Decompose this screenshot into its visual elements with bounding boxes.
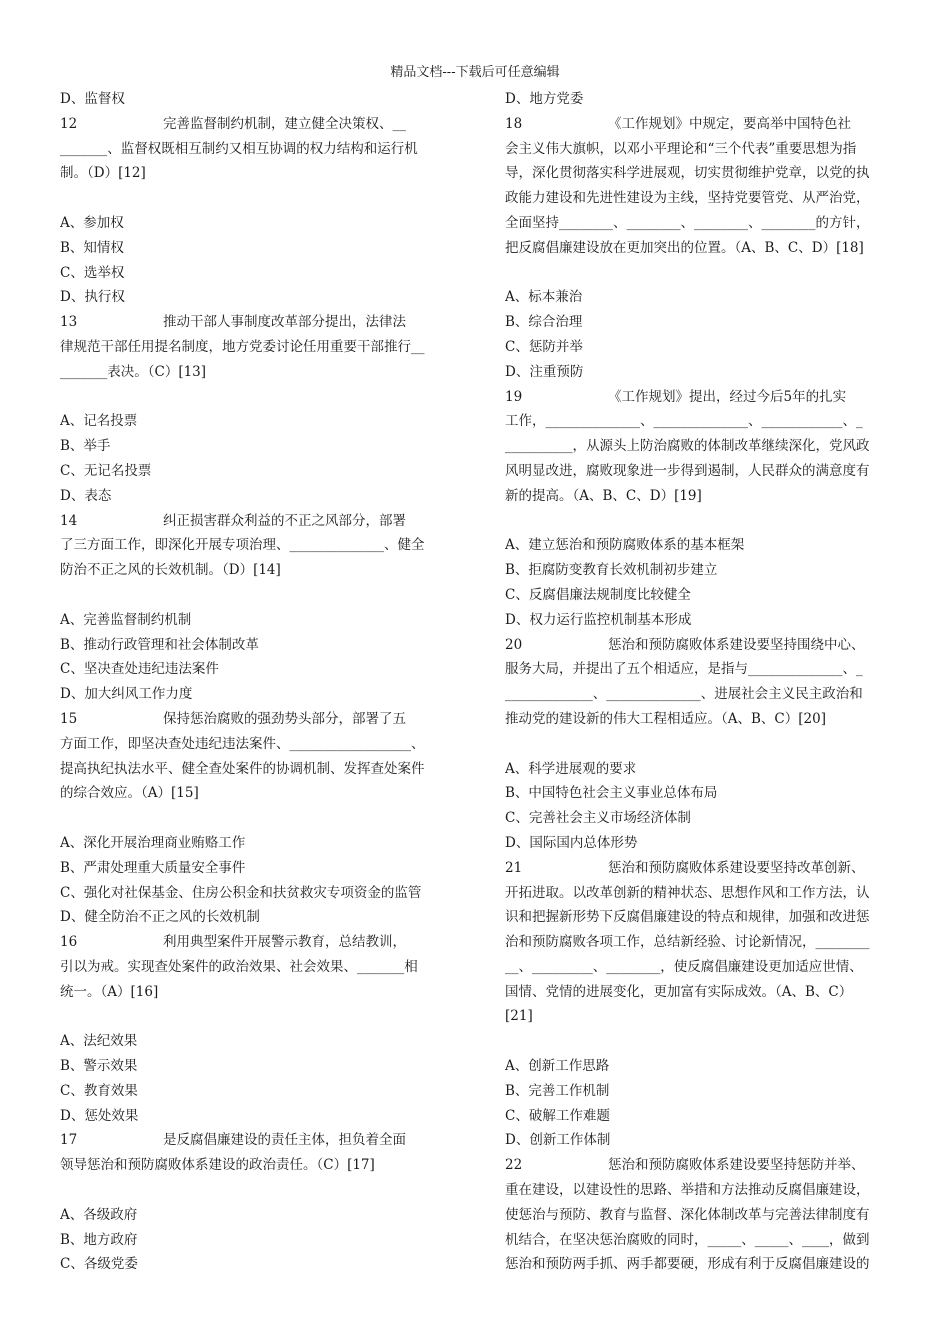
text-line: C、选举权 (60, 264, 125, 281)
text-line: A、各级政府 (60, 1206, 138, 1223)
text-line: A、参加权 (60, 214, 124, 231)
text-line: B、警示效果 (60, 1058, 138, 1075)
text-line: _______表决。（C）[13] (60, 363, 207, 380)
text-line: D、执行权 (60, 289, 125, 306)
text-line: 制。（D）[12] (60, 165, 146, 182)
text-line: B、地方政府 (60, 1231, 138, 1248)
text-line: __、_________、________，使反腐倡廉建设更加适应世情、 (505, 958, 863, 975)
text-line: 了三方面工作，即深化开展专项治理、______________、健全 (60, 537, 425, 554)
text-line: B、中国特色社会主义事业总体布局 (505, 785, 718, 802)
text-line: 统一。（A）[16] (60, 983, 159, 1000)
text-line (505, 732, 895, 757)
text-line: 使惩治与预防、教育与监督、深化体制改革与完善法律制度有 (505, 1206, 870, 1223)
text-line: D、加大纠风工作力度 (60, 686, 193, 703)
text-line: 21 惩治和预防腐败体系建设要坚持改革创新、 (505, 859, 865, 876)
text-line: C、惩防并举 (505, 338, 583, 355)
text-line (60, 385, 448, 410)
text-line: C、坚决查处违纪违法案件 (60, 661, 219, 678)
text-line (60, 1178, 448, 1203)
text-line (505, 261, 895, 286)
page-header: 精品文档---下载后可任意编辑 (390, 65, 560, 80)
text-line: A、法纪效果 (60, 1033, 138, 1050)
text-line: 识和把握新形势下反腐倡廉建设的特点和规律，加强和改进惩 (505, 909, 870, 926)
text-line: _______、监督权既相互制约又相互协调的权力结构和运行机 (60, 140, 418, 157)
text-line: 政能力建设和先进性建设为主线，坚持党要管党、从严治党， (505, 190, 870, 207)
text-line: C、强化对社保基金、住房公积金和扶贫救灾专项资金的监管 (60, 884, 422, 901)
text-line: 13 推动干部人事制度改革部分提出，法律法 (60, 314, 407, 331)
text-line: C、各级党委 (60, 1256, 138, 1273)
text-line: 风明显改进，腐败现象进一步得到遏制，人民群众的满意度有 (505, 462, 870, 479)
text-line: 惩治和预防两手抓、两手都要硬，形成有利于反腐倡廉建设的 (505, 1256, 870, 1273)
text-line: B、推动行政管理和社会体制改革 (60, 636, 259, 653)
text-line: A、创新工作思路 (505, 1058, 610, 1075)
text-line: 律规范干部任用提名制度，地方党委讨论任用重要干部推行__ (60, 338, 425, 355)
text-line: B、拒腐防变教育长效机制初步建立 (505, 562, 718, 579)
text-line: 导，深化贯彻落实科学进展观，切实贯彻维护党章，以党的执 (505, 165, 870, 182)
text-line: C、反腐倡廉法规制度比较健全 (505, 586, 691, 603)
text-line: 服务大局，并提出了五个相适应，是指与______________、_ (505, 661, 863, 678)
text-line: D、表态 (60, 487, 112, 504)
text-line: D、地方党委 (505, 91, 584, 107)
right-column (505, 87, 895, 1277)
text-line: 开拓进取。以改革创新的精神状态、思想作风和工作方法，认 (505, 884, 870, 901)
text-line: 12 完善监督制约机制，建立健全决策权、__ (60, 115, 407, 132)
text-line: 18 《工作规划》中规定，要高举中国特色社 (505, 115, 852, 132)
text-line: 14 纠正损害群众利益的不正之风部分，部署 (60, 512, 407, 529)
text-line: C、无记名投票 (60, 462, 152, 479)
text-line: 工作，______________、______________、____________、_ (505, 413, 863, 430)
text-line: D、惩处效果 (60, 1107, 139, 1124)
text-line: A、记名投票 (60, 413, 138, 430)
text-line: A、深化开展治理商业贿赂工作 (60, 834, 246, 851)
text-line: 机结合，在坚决惩治腐败的同时，_____、_____、____，做到 (505, 1231, 870, 1248)
text-line: 把反腐倡廉建设放在更加突出的位置。（A、B、C、D）[18] (505, 239, 864, 256)
text-line: 提高执纪执法水平、健全查处案件的协调机制、发挥查处案件 (60, 760, 425, 777)
text-line (505, 1029, 895, 1054)
text-line: __________，从源头上防治腐败的体制改革继续深化，党风政 (505, 438, 870, 455)
left-column (60, 87, 448, 1277)
text-line: 领导惩治和预防腐败体系建设的政治责任。（C）[17] (60, 1157, 375, 1174)
text-line: C、破解工作难题 (505, 1107, 610, 1124)
text-line: B、举手 (60, 438, 111, 455)
text-line (505, 509, 895, 534)
text-line: A、标本兼治 (505, 289, 583, 306)
text-line: 重在建设，以建设性的思路、举措和方法推动反腐倡廉建设， (505, 1182, 870, 1199)
text-line: C、完善社会主义市场经济体制 (505, 810, 691, 827)
text-line: B、知情权 (60, 239, 124, 256)
text-line (60, 186, 448, 211)
text-line: A、科学进展观的要求 (505, 760, 637, 777)
text-line: 的综合效应。（A）[15] (60, 785, 199, 802)
text-line: 16 利用典型案件开展警示教育，总结教训， (60, 934, 407, 951)
text-line: 国情、党情的进展变化，更加富有实际成效。（A、B、C） (505, 983, 853, 1000)
text-line: 17 是反腐倡廉建设的责任主体，担负着全面 (60, 1132, 407, 1149)
text-line: D、健全防治不正之风的长效机制 (60, 909, 260, 926)
text-line: D、权力运行监控机制基本形成 (505, 611, 692, 628)
text-line: A、完善监督制约机制 (60, 611, 192, 628)
text-line: 19 《工作规划》提出，经过今后5年的扎实 (505, 388, 847, 405)
text-line: B、综合治理 (505, 314, 583, 331)
text-line: D、监督权 (60, 91, 125, 107)
text-line: D、国际国内总体形势 (505, 834, 638, 851)
text-line: B、严肃处理重大质量安全事件 (60, 859, 246, 876)
text-line: 防治不正之风的长效机制。（D）[14] (60, 562, 281, 579)
text-line: D、注重预防 (505, 363, 584, 380)
text-line: C、教育效果 (60, 1082, 138, 1099)
text-line: 方面工作，即坚决查处违纪违法案件、__________________、 (60, 735, 425, 752)
text-line: 会主义伟大旗帜，以邓小平理论和“三个代表”重要思想为指 (505, 140, 857, 157)
text-line: 22 惩治和预防腐败体系建设要坚持惩防并举、 (505, 1157, 865, 1174)
text-line: 治和预防腐败各项工作，总结新经验、讨论新情况，________ (505, 934, 870, 951)
text-line (60, 1004, 448, 1029)
text-line: 15 保持惩治腐败的强劲势头部分，部署了五 (60, 710, 407, 727)
text-line: [21] (505, 1008, 533, 1025)
text-line: A、建立惩治和预防腐败体系的基本框架 (505, 537, 745, 554)
text-line (60, 806, 448, 831)
text-line: 新的提高。（A、B、C、D）[19] (505, 487, 702, 504)
text-line (60, 583, 448, 608)
text-line: 全面坚持________、________、________、________的方针， (505, 214, 870, 231)
text-line: 推动党的建设新的伟大工程相适应。（A、B、C）[20] (505, 710, 826, 727)
text-line: B、完善工作机制 (505, 1082, 610, 1099)
text-line: 引以为戒。实现查处案件的政治效果、社会效果、_______相 (60, 958, 418, 975)
text-line: D、创新工作体制 (505, 1132, 611, 1149)
text-line: 20 惩治和预防腐败体系建设要坚持围绕中心、 (505, 636, 865, 653)
text-line: _____________、______________、进展社会主义民主政治和 (505, 686, 863, 703)
